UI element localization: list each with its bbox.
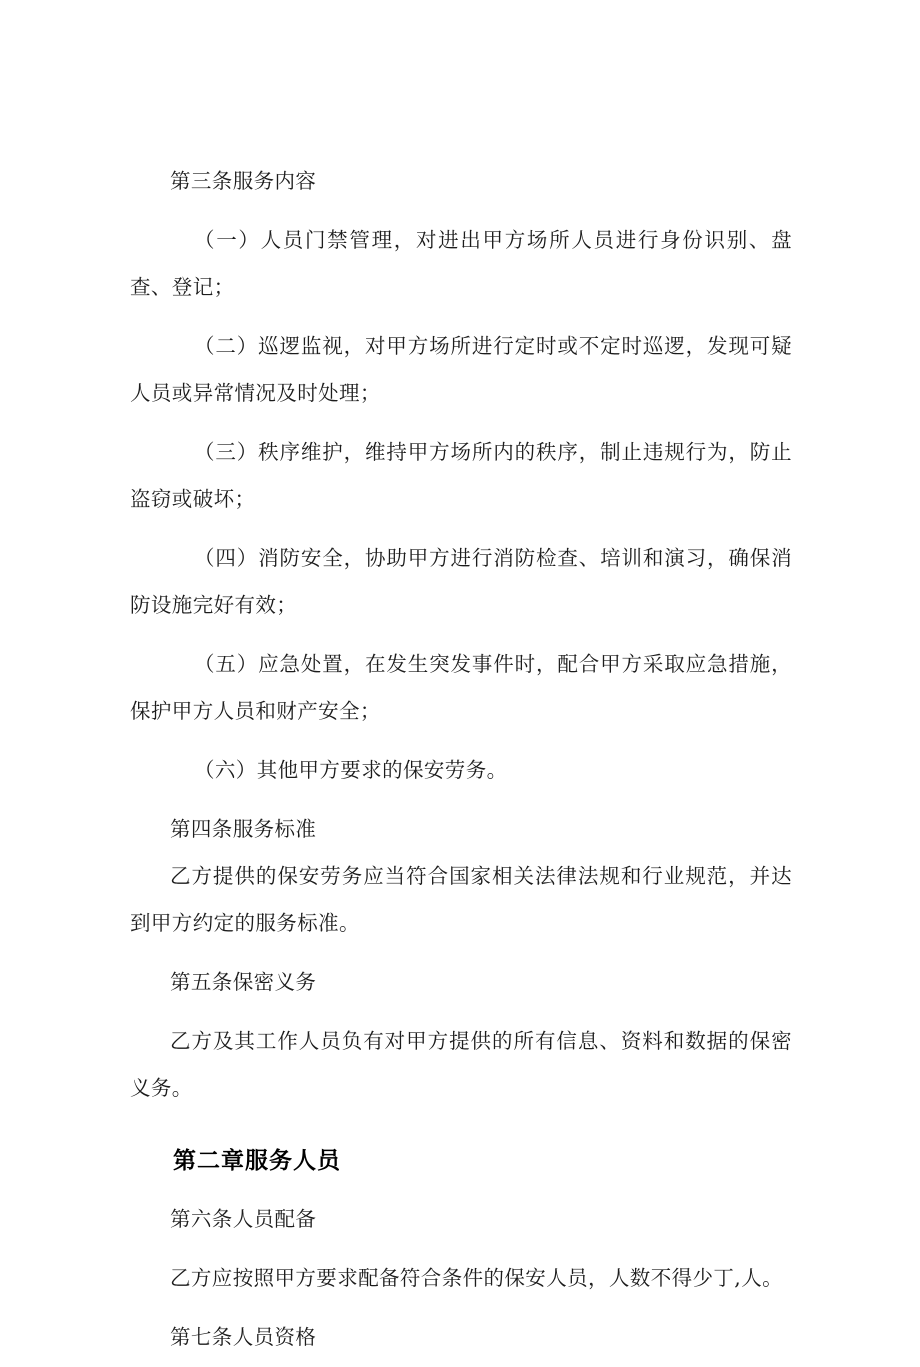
article-5-heading: 第五条保密义务 — [170, 970, 317, 994]
service-item-5: （五）应急处置，在发生突发事件时，配合甲方采取应急措施，保护甲方人员和财产安全； — [130, 652, 792, 723]
service-item-6: （六）其他甲方要求的保安劳务。 — [194, 758, 508, 782]
article-4-heading: 第四条服务标准 — [170, 817, 317, 841]
document-body — [130, 152, 792, 1367]
service-item-3: （三）秩序维护，维持甲方场所内的秩序，制止违规行为，防止盗窃或破坏； — [130, 440, 792, 511]
service-item-1: （一）人员门禁管理，对进出甲方场所人员进行身份识别、盘查、登记； — [130, 228, 792, 299]
article-5-body: 乙方及其工作人员负有对甲方提供的所有信息、资料和数据的保密义务。 — [130, 1029, 792, 1100]
service-item-2: （二）巡逻监视，对甲方场所进行定时或不定时巡逻，发现可疑人员或异常情况及时处理； — [130, 334, 792, 405]
article-7-heading: 第七条人员资格 — [170, 1325, 317, 1349]
article-3-heading: 第三条服务内容 — [170, 169, 317, 193]
article-6-heading: 第六条人员配备 — [170, 1207, 317, 1231]
chapter-2-heading: 第二章服务人员 — [173, 1148, 341, 1174]
article-6-body: 乙方应按照甲方要求配备符合条件的保安人员，人数不得少丁,人。 — [170, 1266, 784, 1290]
service-item-4: （四）消防安全，协助甲方进行消防检查、培训和演习，确保消防设施完好有效； — [130, 546, 792, 617]
article-4-body: 乙方提供的保安劳务应当符合国家相关法律法规和行业规范，并达到甲方约定的服务标准。 — [130, 864, 792, 935]
